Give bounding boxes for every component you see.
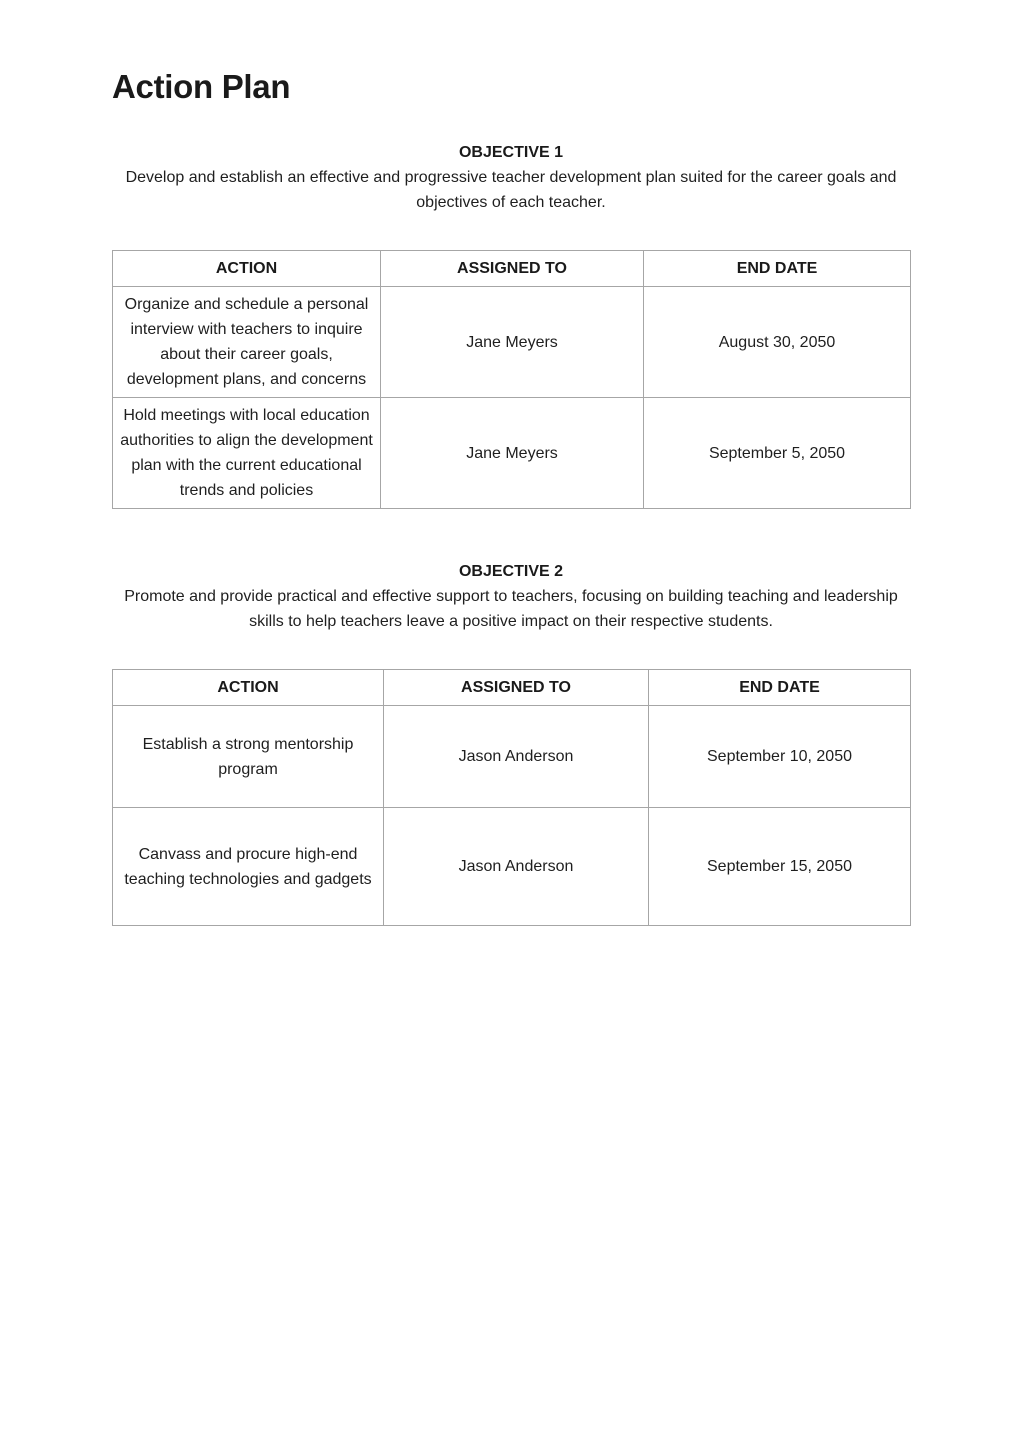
objective-1-description: Develop and establish an effective and progressive teacher development plan suited for the career goals and objectives of each teacher. (125, 169, 897, 211)
assigned-to-cell: Jason Anderson (384, 706, 649, 808)
table-header-row (113, 670, 911, 706)
table-row (113, 287, 911, 398)
action-cell: Hold meetings with local education authorities to align the development plan with the current educational trends and policies (113, 398, 381, 509)
table-row (113, 398, 911, 509)
assigned-to-cell: Jason Anderson (384, 808, 649, 926)
objective-2-section (112, 559, 910, 634)
objective-1-table (112, 250, 911, 509)
column-header-action: ACTION (113, 670, 384, 706)
action-cell: Organize and schedule a personal interview with teachers to inquire about their career goals, development plans, and concerns (113, 287, 381, 398)
page-title: Action Plan (112, 68, 291, 105)
assigned-to-cell: Jane Meyers (381, 287, 644, 398)
table-row (113, 808, 911, 926)
column-header-assigned-to: ASSIGNED TO (381, 251, 644, 287)
end-date-cell: September 10, 2050 (649, 706, 911, 808)
objective-2-heading: OBJECTIVE 2 (458, 563, 564, 580)
end-date-cell: September 15, 2050 (649, 808, 911, 926)
assigned-to-cell: Jane Meyers (381, 398, 644, 509)
action-cell: Canvass and procure high-end teaching technologies and gadgets (113, 808, 384, 926)
column-header-assigned-to: ASSIGNED TO (384, 670, 649, 706)
column-header-end-date: END DATE (644, 251, 911, 287)
end-date-cell: September 5, 2050 (644, 398, 911, 509)
end-date-cell: August 30, 2050 (644, 287, 911, 398)
column-header-action: ACTION (113, 251, 381, 287)
objective-1-section (112, 140, 910, 215)
table-row (113, 706, 911, 808)
objective-1-heading: OBJECTIVE 1 (458, 144, 564, 161)
column-header-end-date: END DATE (649, 670, 911, 706)
action-cell: Establish a strong mentorship program (113, 706, 384, 808)
objective-2-description: Promote and provide practical and effective support to teachers, focusing on building teaching and leadership skills to help teachers leave a positive impact on their respective students. (124, 588, 898, 630)
table-header-row (113, 251, 911, 287)
objective-2-table (112, 669, 911, 926)
